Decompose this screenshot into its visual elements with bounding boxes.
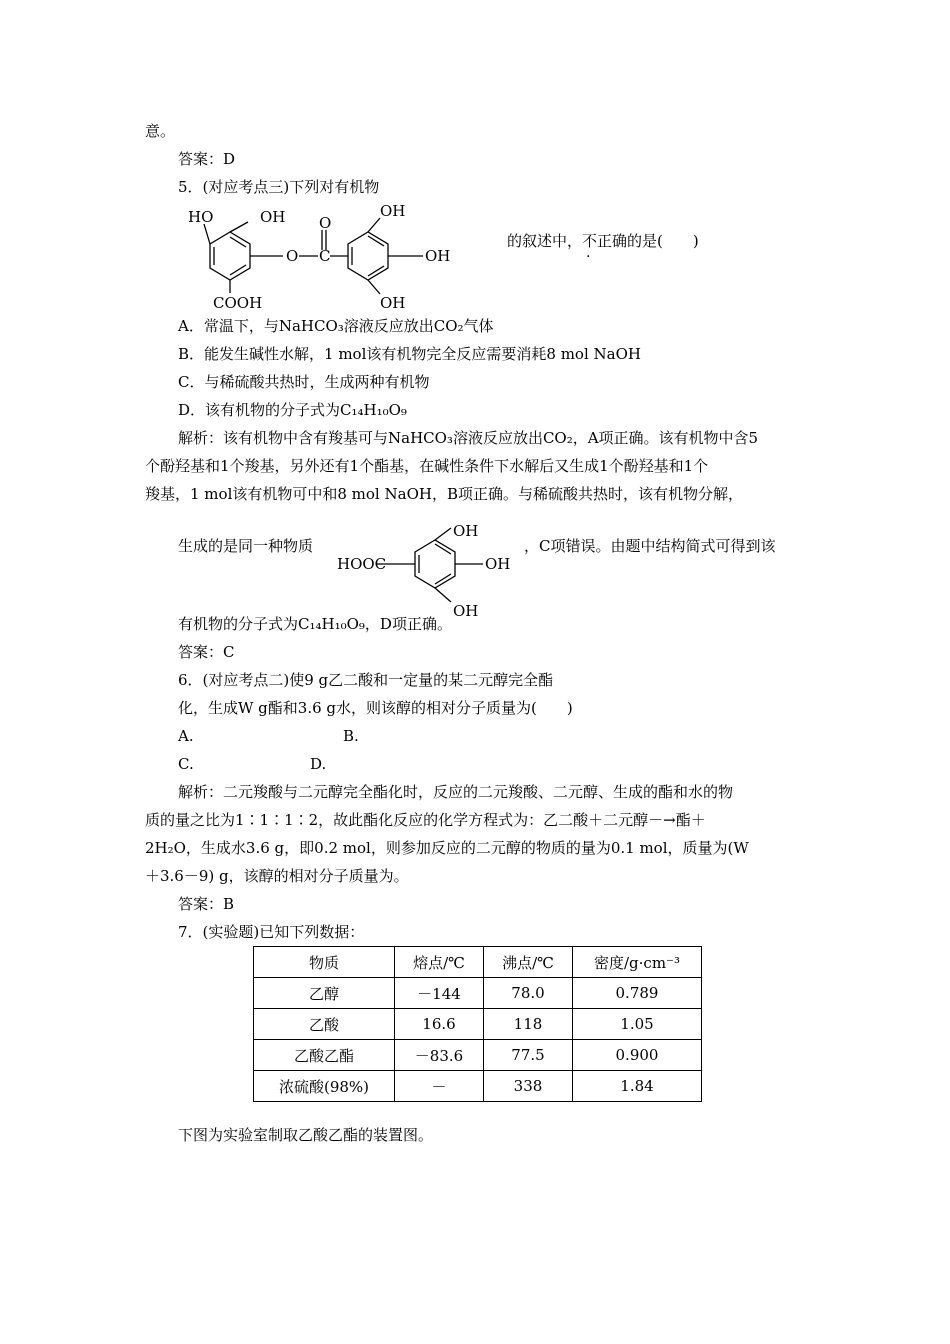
explanation-5-line: 个酚羟基和1个羧基，另外还有1个酯基，在碱性条件下水解后又生成1个酚羟基和1个 xyxy=(145,457,709,475)
molecule-5-product-structure xyxy=(335,518,525,623)
option-a: A．常温下，与NaHCO₃溶液反应放出CO₂气体 xyxy=(178,317,494,335)
table-row xyxy=(254,1071,702,1102)
table-cell: 78.0 xyxy=(484,978,573,1009)
table-cell: 乙醇 xyxy=(254,978,395,1009)
emphasized-char: 不 xyxy=(582,232,598,250)
explanation-5-line: 生成的是同一种物质 xyxy=(178,537,314,555)
table-header: 熔点/℃ xyxy=(395,947,484,978)
table-cell: － xyxy=(395,1071,484,1102)
hydroxyl-label: OH xyxy=(453,602,479,620)
explanation-6-line: ＋3.6－9) g，该醇的相对分子质量为。 xyxy=(145,867,409,885)
table-cell: 1.84 xyxy=(573,1071,702,1102)
carboxyl-label: COOH xyxy=(213,294,263,312)
table-header-row xyxy=(254,947,702,978)
table-cell: 338 xyxy=(484,1071,573,1102)
table-cell: 乙酸乙酯 xyxy=(254,1040,395,1071)
answer-5: 答案：C xyxy=(178,643,235,661)
table-cell: 乙酸 xyxy=(254,1009,395,1040)
question-7-title: 7．(实验题)已知下列数据： xyxy=(178,923,365,941)
table-cell: 118 xyxy=(484,1009,573,1040)
explanation-5-line: 解析：该有机物中含有羧基可与NaHCO₃溶液反应放出CO₂，A项正确。该有机物中含5 xyxy=(178,429,759,447)
question-6-line: 化，生成W g酯和3.6 g水，则该醇的相对分子质量为( ) xyxy=(178,699,573,717)
option-c: C．与稀硫酸共热时，生成两种有机物 xyxy=(178,373,430,391)
explanation-6-line: 2H₂O，生成水3.6 g，即0.2 mol，则参加反应的二元醇的物质的量为0.1 mol，质量为(W xyxy=(145,839,749,857)
option-a: A. xyxy=(178,727,194,745)
table-cell: 16.6 xyxy=(395,1009,484,1040)
table-cell: －144 xyxy=(395,978,484,1009)
hydroxyl-label: OH xyxy=(485,555,511,573)
text-line: 意。 xyxy=(145,122,176,140)
carboxyl-label: HOOC xyxy=(337,555,387,573)
table-header: 物质 xyxy=(254,947,395,978)
option-c: C. xyxy=(178,755,194,773)
table-cell: －83.6 xyxy=(395,1040,484,1071)
data-table xyxy=(253,946,702,1102)
table-cell: 0.789 xyxy=(573,978,702,1009)
text-line: 下图为实验室制取乙酸乙酯的装置图。 xyxy=(178,1126,434,1144)
question-6-line: 6．(对应考点二)使9 g乙二酸和一定量的某二元醇完全酯 xyxy=(178,671,554,689)
explanation-5-line: ，C项错误。由题中结构简式可得到该 xyxy=(524,537,776,555)
option-b: B. xyxy=(343,727,359,745)
question-5-stem: 的叙述中，不正确的是( ) xyxy=(507,232,699,250)
table-row xyxy=(254,1009,702,1040)
carbonyl-oxygen-label: O xyxy=(319,214,332,232)
hydroxyl-label: OH xyxy=(380,294,406,312)
table-header: 密度/g·cm⁻³ xyxy=(573,947,702,978)
carbonyl-carbon-label: C xyxy=(319,247,331,265)
hydroxyl-label: OH xyxy=(380,202,406,220)
explanation-5-line: 羧基，1 mol该有机物可中和8 mol NaOH，B项正确。与稀硫酸共热时，该有机物分解， xyxy=(145,485,743,503)
explanation-5-line: 有机物的分子式为C₁₄H₁₀O₉，D项正确。 xyxy=(178,615,452,633)
table-row xyxy=(254,1040,702,1071)
table-cell: 77.5 xyxy=(484,1040,573,1071)
table-row xyxy=(254,978,702,1009)
table-header: 沸点/℃ xyxy=(484,947,573,978)
option-d: D. xyxy=(310,755,327,773)
explanation-6-line: 解析：二元羧酸与二元醇完全酯化时，反应的二元羧酸、二元醇、生成的酯和水的物 xyxy=(178,783,734,801)
hydroxyl-label: OH xyxy=(425,247,451,265)
explanation-6-line: 质的量之比为1∶1∶1∶2，故此酯化反应的化学方程式为：乙二酸＋二元醇－→酯＋ xyxy=(145,811,706,829)
table-cell: 1.05 xyxy=(573,1009,702,1040)
option-b: B．能发生碱性水解，1 mol该有机物完全反应需要消耗8 mol NaOH xyxy=(178,345,641,363)
ester-oxygen-label: O xyxy=(286,247,299,265)
molecule-5-structure xyxy=(180,200,460,315)
answer-6: 答案：B xyxy=(178,895,235,913)
hydroxyl-label: OH xyxy=(453,522,479,540)
option-d: D．该有机物的分子式为C₁₄H₁₀O₉ xyxy=(178,401,407,419)
table-cell: 0.900 xyxy=(573,1040,702,1071)
hydroxyl-label: OH xyxy=(260,208,286,226)
table-cell: 浓硫酸(98%) xyxy=(254,1071,395,1102)
answer-4: 答案：D xyxy=(178,150,236,168)
question-5-title: 5．(对应考点三)下列对有机物 xyxy=(178,178,380,196)
hydroxyl-label: HO xyxy=(188,208,214,226)
